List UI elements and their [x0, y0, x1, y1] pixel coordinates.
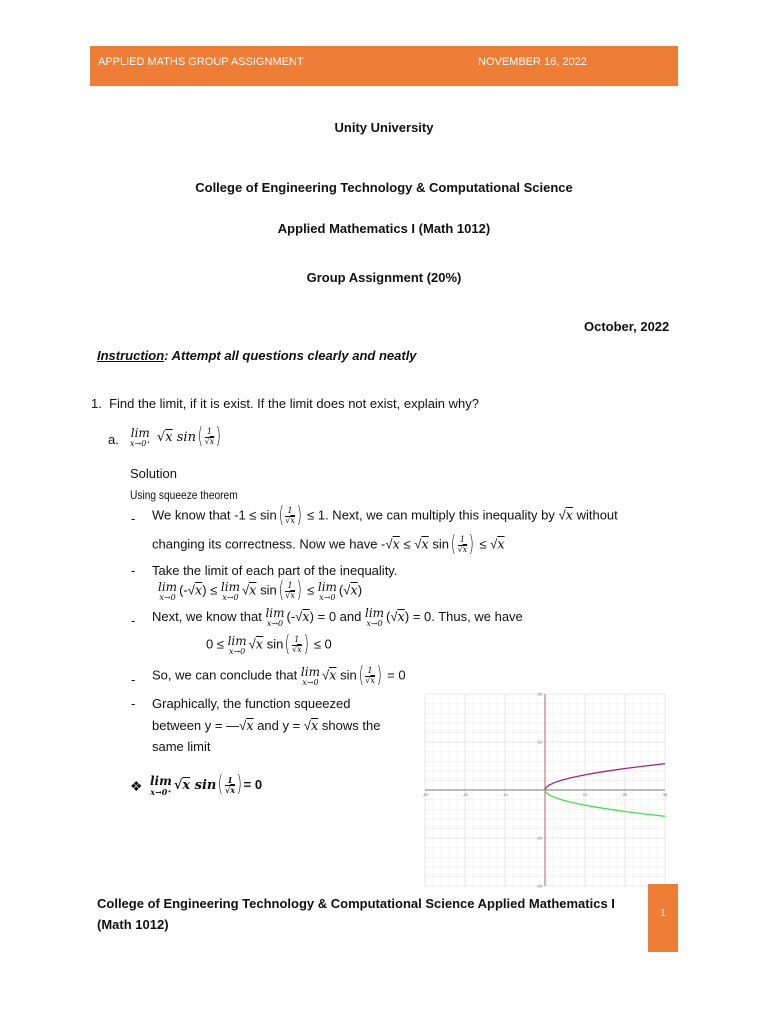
bullet-1-line-2: changing its correctness. Now we have -√x ≤ √x sin( $\frac{1}{√x}$ ) ≤ √x	[152, 532, 505, 557]
y-tick-label: 20	[537, 691, 542, 697]
part-a-expression: lim x→0⁺ √x sin( $\frac{1}{√x}$ )	[130, 424, 222, 449]
x-tick-label: -10	[502, 792, 508, 797]
x-tick-label: -30	[422, 792, 428, 797]
squeeze-graph	[422, 691, 668, 889]
x-tick-label: 10	[582, 792, 588, 797]
assignment-title: Group Assignment (20%)	[306, 270, 462, 285]
bullet-4-text: So, we can conclude that lim x→0 √x sin( $\frac{1}{√x}$ ) = 0	[152, 663, 406, 688]
x-tick-label: 20	[622, 792, 628, 797]
question-1	[91, 396, 479, 411]
instruction-text: : Attempt all questions clearly and neatly	[164, 348, 417, 363]
bullet-5-line-1: Graphically, the function squeezed	[152, 696, 351, 711]
page-number: 1	[648, 884, 678, 952]
x-tick-label: 30	[662, 792, 668, 797]
university-name: Unity University	[334, 120, 434, 135]
final-answer: lim x→0⁺ √x sin( $\frac{1}{√x}$ ) = 0	[150, 772, 263, 797]
page-header	[90, 46, 678, 86]
header-date: NOVEMBER 16, 2022	[478, 56, 587, 68]
squeeze-result: 0 ≤ lim x→0 √x sin( $\frac{1}{√x}$ ) ≤ 0	[206, 632, 332, 657]
bullet-5-line-2: between y = —√x and y = √x shows the	[152, 718, 381, 734]
footer-text: College of Engineering Technology & Computational Science Applied Mathematics I (Math 1012)	[97, 896, 615, 932]
question-number: 1.	[91, 396, 102, 411]
assignment-date: October, 2022	[584, 319, 670, 334]
y-tick-label: -20	[536, 883, 542, 889]
bullet-dash: -	[131, 613, 136, 628]
limit-inequality: lim x→0 (-√x) ≤ lim x→0 √x sin( $\frac{1}{√x}$ ) ≤ lim x→0 (√x)	[158, 578, 363, 603]
solution-label: Solution	[130, 466, 177, 481]
bullet-2-text: Take the limit of each part of the inequality.	[152, 563, 398, 578]
y-tick-label: -10	[536, 835, 542, 841]
course-name: Applied Mathematics I (Math 1012)	[277, 221, 491, 236]
bullet-dash: -	[131, 563, 136, 578]
part-a-label: a.	[108, 432, 119, 447]
y-tick-label: 10	[537, 739, 542, 745]
bullet-dash: -	[131, 696, 136, 711]
instruction-label: Instruction	[97, 348, 165, 363]
college-name: College of Engineering Technology & Computational Science	[195, 180, 573, 195]
x-tick-label: -20	[462, 792, 468, 797]
bullet-5-line-3: same limit	[152, 739, 211, 754]
instruction	[97, 348, 417, 363]
bullet-1-line-1: We know that -1 ≤ sin( $\frac{1}{√x}$ ) ≤ 1. Next, we can multiply this inequality by √x without	[152, 503, 618, 528]
bullet-3-text: Next, we know that lim x→0 (-√x) = 0 and lim x→0 (√x) = 0. Thus, we have	[152, 606, 523, 628]
header-left-text: APPLIED MATHS GROUP ASSIGNMENT	[98, 56, 304, 68]
question-text: Find the limit, if it is exist. If the limit does not exist, explain why?	[109, 396, 480, 411]
diamond-bullet-icon: ❖	[130, 778, 143, 794]
method-label: Using squeeze theorem	[130, 488, 238, 502]
bullet-dash: -	[131, 672, 136, 687]
bullet-dash: -	[131, 511, 136, 526]
